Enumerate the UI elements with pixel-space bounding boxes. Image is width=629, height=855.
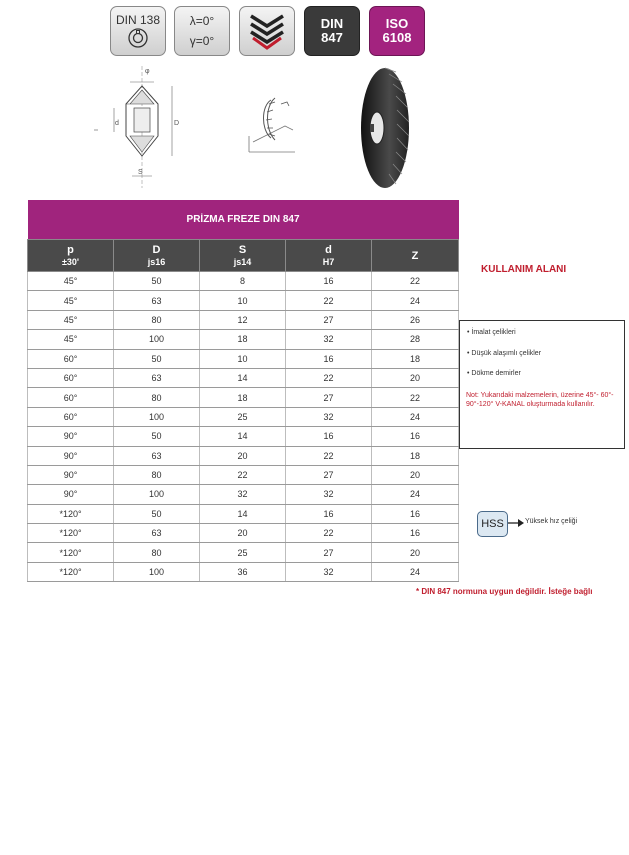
table-cell: 16 — [286, 504, 372, 523]
table-cell: 22 — [286, 291, 372, 310]
table-row — [28, 330, 459, 349]
table-cell: 50 — [114, 427, 200, 446]
col-header-main: Z — [411, 249, 419, 262]
table-row — [28, 272, 459, 291]
table-cell: 18 — [372, 349, 459, 368]
col-header-d — [286, 240, 372, 272]
table-cell: 14 — [200, 368, 286, 387]
table-cell: 26 — [372, 310, 459, 329]
table-cell: *120° — [28, 524, 114, 543]
table-cell: 45° — [28, 310, 114, 329]
table-cell: 16 — [372, 524, 459, 543]
tooth-profile-badge — [239, 6, 295, 56]
table-cell: 27 — [286, 388, 372, 407]
table-cell: 22 — [286, 524, 372, 543]
table-row — [28, 446, 459, 465]
table-cell: 24 — [372, 407, 459, 426]
table-row — [28, 310, 459, 329]
col-header-Z — [372, 240, 459, 272]
table-cell: 8 — [200, 272, 286, 291]
hss-badge: HSS — [477, 511, 508, 537]
table-cell: 32 — [286, 562, 372, 581]
table-cell: 25 — [200, 407, 286, 426]
table-cell: 80 — [114, 465, 200, 484]
table-cell: 63 — [114, 446, 200, 465]
table-cell: 90° — [28, 446, 114, 465]
col-header-main: S — [238, 243, 247, 256]
table-cell: 25 — [200, 543, 286, 562]
table-cell: 16 — [372, 427, 459, 446]
table-row — [28, 504, 459, 523]
din-138-badge — [110, 6, 166, 56]
table-cell: 22 — [286, 368, 372, 387]
col-header-main: p — [67, 243, 74, 256]
table-cell: 22 — [200, 465, 286, 484]
table-cell: 16 — [286, 272, 372, 291]
S-label: S — [138, 169, 143, 176]
table-cell: 90° — [28, 427, 114, 446]
table-cell: *120° — [28, 543, 114, 562]
table-row — [28, 465, 459, 484]
iso-6108-line2: 6108 — [382, 30, 412, 45]
table-row — [28, 388, 459, 407]
table-cell: 22 — [286, 446, 372, 465]
table-cell: 100 — [114, 407, 200, 426]
table-row — [28, 562, 459, 581]
table-cell: 50 — [114, 504, 200, 523]
table-cell: 24 — [372, 485, 459, 504]
usage-item: • Düşük alaşımlı çelikler — [467, 350, 542, 357]
table-cell: 100 — [114, 562, 200, 581]
din-847-line1: DIN — [320, 16, 344, 31]
table-cell: 50 — [114, 272, 200, 291]
usage-title: KULLANIM ALANI — [481, 264, 567, 275]
table-cell: 32 — [200, 485, 286, 504]
table-cell: 80 — [114, 543, 200, 562]
table-cell: 20 — [372, 543, 459, 562]
prism-cutter-table — [27, 200, 459, 582]
col-header-p — [28, 240, 114, 272]
din-847-badge — [304, 6, 360, 56]
table-cell: 100 — [114, 485, 200, 504]
table-cell: 18 — [200, 388, 286, 407]
table-cell: 20 — [200, 524, 286, 543]
table-cell: 18 — [200, 330, 286, 349]
din-847-line2: 847 — [321, 30, 343, 45]
table-row — [28, 291, 459, 310]
usage-box — [459, 320, 625, 449]
table-cell: 50 — [114, 349, 200, 368]
footnote: * DIN 847 normuna uygun değildir. İsteğe bağlı — [416, 587, 593, 596]
gamma-angle: γ=0° — [189, 34, 215, 48]
table-cell: 18 — [372, 446, 459, 465]
usage-item: • Dökme demirler — [467, 370, 521, 377]
table-cell: 90° — [28, 485, 114, 504]
col-header-main: d — [325, 243, 332, 256]
cutting-operation-sketch — [245, 92, 300, 162]
table-cell: 14 — [200, 427, 286, 446]
table-cell: 16 — [372, 504, 459, 523]
table-cell: 12 — [200, 310, 286, 329]
table-cell: 32 — [286, 485, 372, 504]
table-cell: 45° — [28, 272, 114, 291]
table-cell: 27 — [286, 465, 372, 484]
table-cell: 22 — [372, 388, 459, 407]
table-row — [28, 427, 459, 446]
D-label: D — [174, 120, 180, 127]
table-row — [28, 349, 459, 368]
table-row — [28, 524, 459, 543]
table-cell: 60° — [28, 349, 114, 368]
table-cell: 90° — [28, 465, 114, 484]
col-header-D — [114, 240, 200, 272]
col-header-S — [200, 240, 286, 272]
col-header-sub: H7 — [322, 256, 335, 267]
table-cell: 16 — [286, 427, 372, 446]
table-cell: 32 — [286, 330, 372, 349]
usage-item: • İmalat çelikleri — [467, 329, 516, 336]
col-header-sub: js16 — [147, 256, 166, 267]
table-cell: 45° — [28, 330, 114, 349]
table-cell: 22 — [372, 272, 459, 291]
table-cell: 63 — [114, 524, 200, 543]
table-cell: 80 — [114, 388, 200, 407]
d-label: d — [115, 120, 119, 127]
table-header-row — [28, 240, 459, 272]
table-cell: 28 — [372, 330, 459, 349]
phi-label: φ — [145, 68, 150, 75]
table-cell: 32 — [286, 407, 372, 426]
table-row — [28, 368, 459, 387]
table-cell: 36 — [200, 562, 286, 581]
arrow-right-icon — [508, 517, 524, 529]
table-cell: 20 — [372, 368, 459, 387]
table-body — [28, 272, 459, 582]
table-row — [28, 485, 459, 504]
table-cell: 45° — [28, 291, 114, 310]
table-cell: 80 — [114, 310, 200, 329]
table-cell: 27 — [286, 543, 372, 562]
din-138-label: DIN 138 — [115, 13, 161, 27]
table-cell: *120° — [28, 504, 114, 523]
hss-description: Yüksek hız çeliği — [525, 518, 578, 525]
table-cell: 14 — [200, 504, 286, 523]
table-cell: 100 — [114, 330, 200, 349]
col-header-main: D — [152, 243, 161, 256]
table-row — [28, 407, 459, 426]
table-cell: 10 — [200, 291, 286, 310]
table-cell: 60° — [28, 407, 114, 426]
iso-6108-badge — [369, 6, 425, 56]
table-cell: 10 — [200, 349, 286, 368]
lambda-angle: λ=0° — [189, 14, 215, 28]
col-header-sub: js14 — [233, 256, 252, 267]
table-cell: 24 — [372, 562, 459, 581]
table-cell: 24 — [372, 291, 459, 310]
table-cell: 27 — [286, 310, 372, 329]
usage-note: Not: Yukarıdaki malzemelerin, üzerine 45°- 60°- 90°-120° V-KANAL oluşturmada kullanılır. — [466, 392, 614, 408]
chevron-teeth-icon — [245, 10, 289, 52]
prism-cutter-photo — [356, 62, 414, 194]
rake-angle-badge — [174, 6, 230, 56]
table-cell: 20 — [200, 446, 286, 465]
table-cell: 20 — [372, 465, 459, 484]
table-cell: 60° — [28, 368, 114, 387]
table-cell: 63 — [114, 291, 200, 310]
col-header-sub: ±30' — [61, 256, 80, 267]
table-cell: *120° — [28, 562, 114, 581]
table-title: PRİZMA FREZE DIN 847 — [28, 200, 459, 240]
table-cell: 16 — [286, 349, 372, 368]
table-cell: 60° — [28, 388, 114, 407]
iso-6108-line1: ISO — [385, 16, 409, 31]
cutter-cross-section-drawing — [92, 64, 192, 190]
table-cell: 63 — [114, 368, 200, 387]
bore-keyway-icon — [127, 27, 149, 49]
table-row — [28, 543, 459, 562]
